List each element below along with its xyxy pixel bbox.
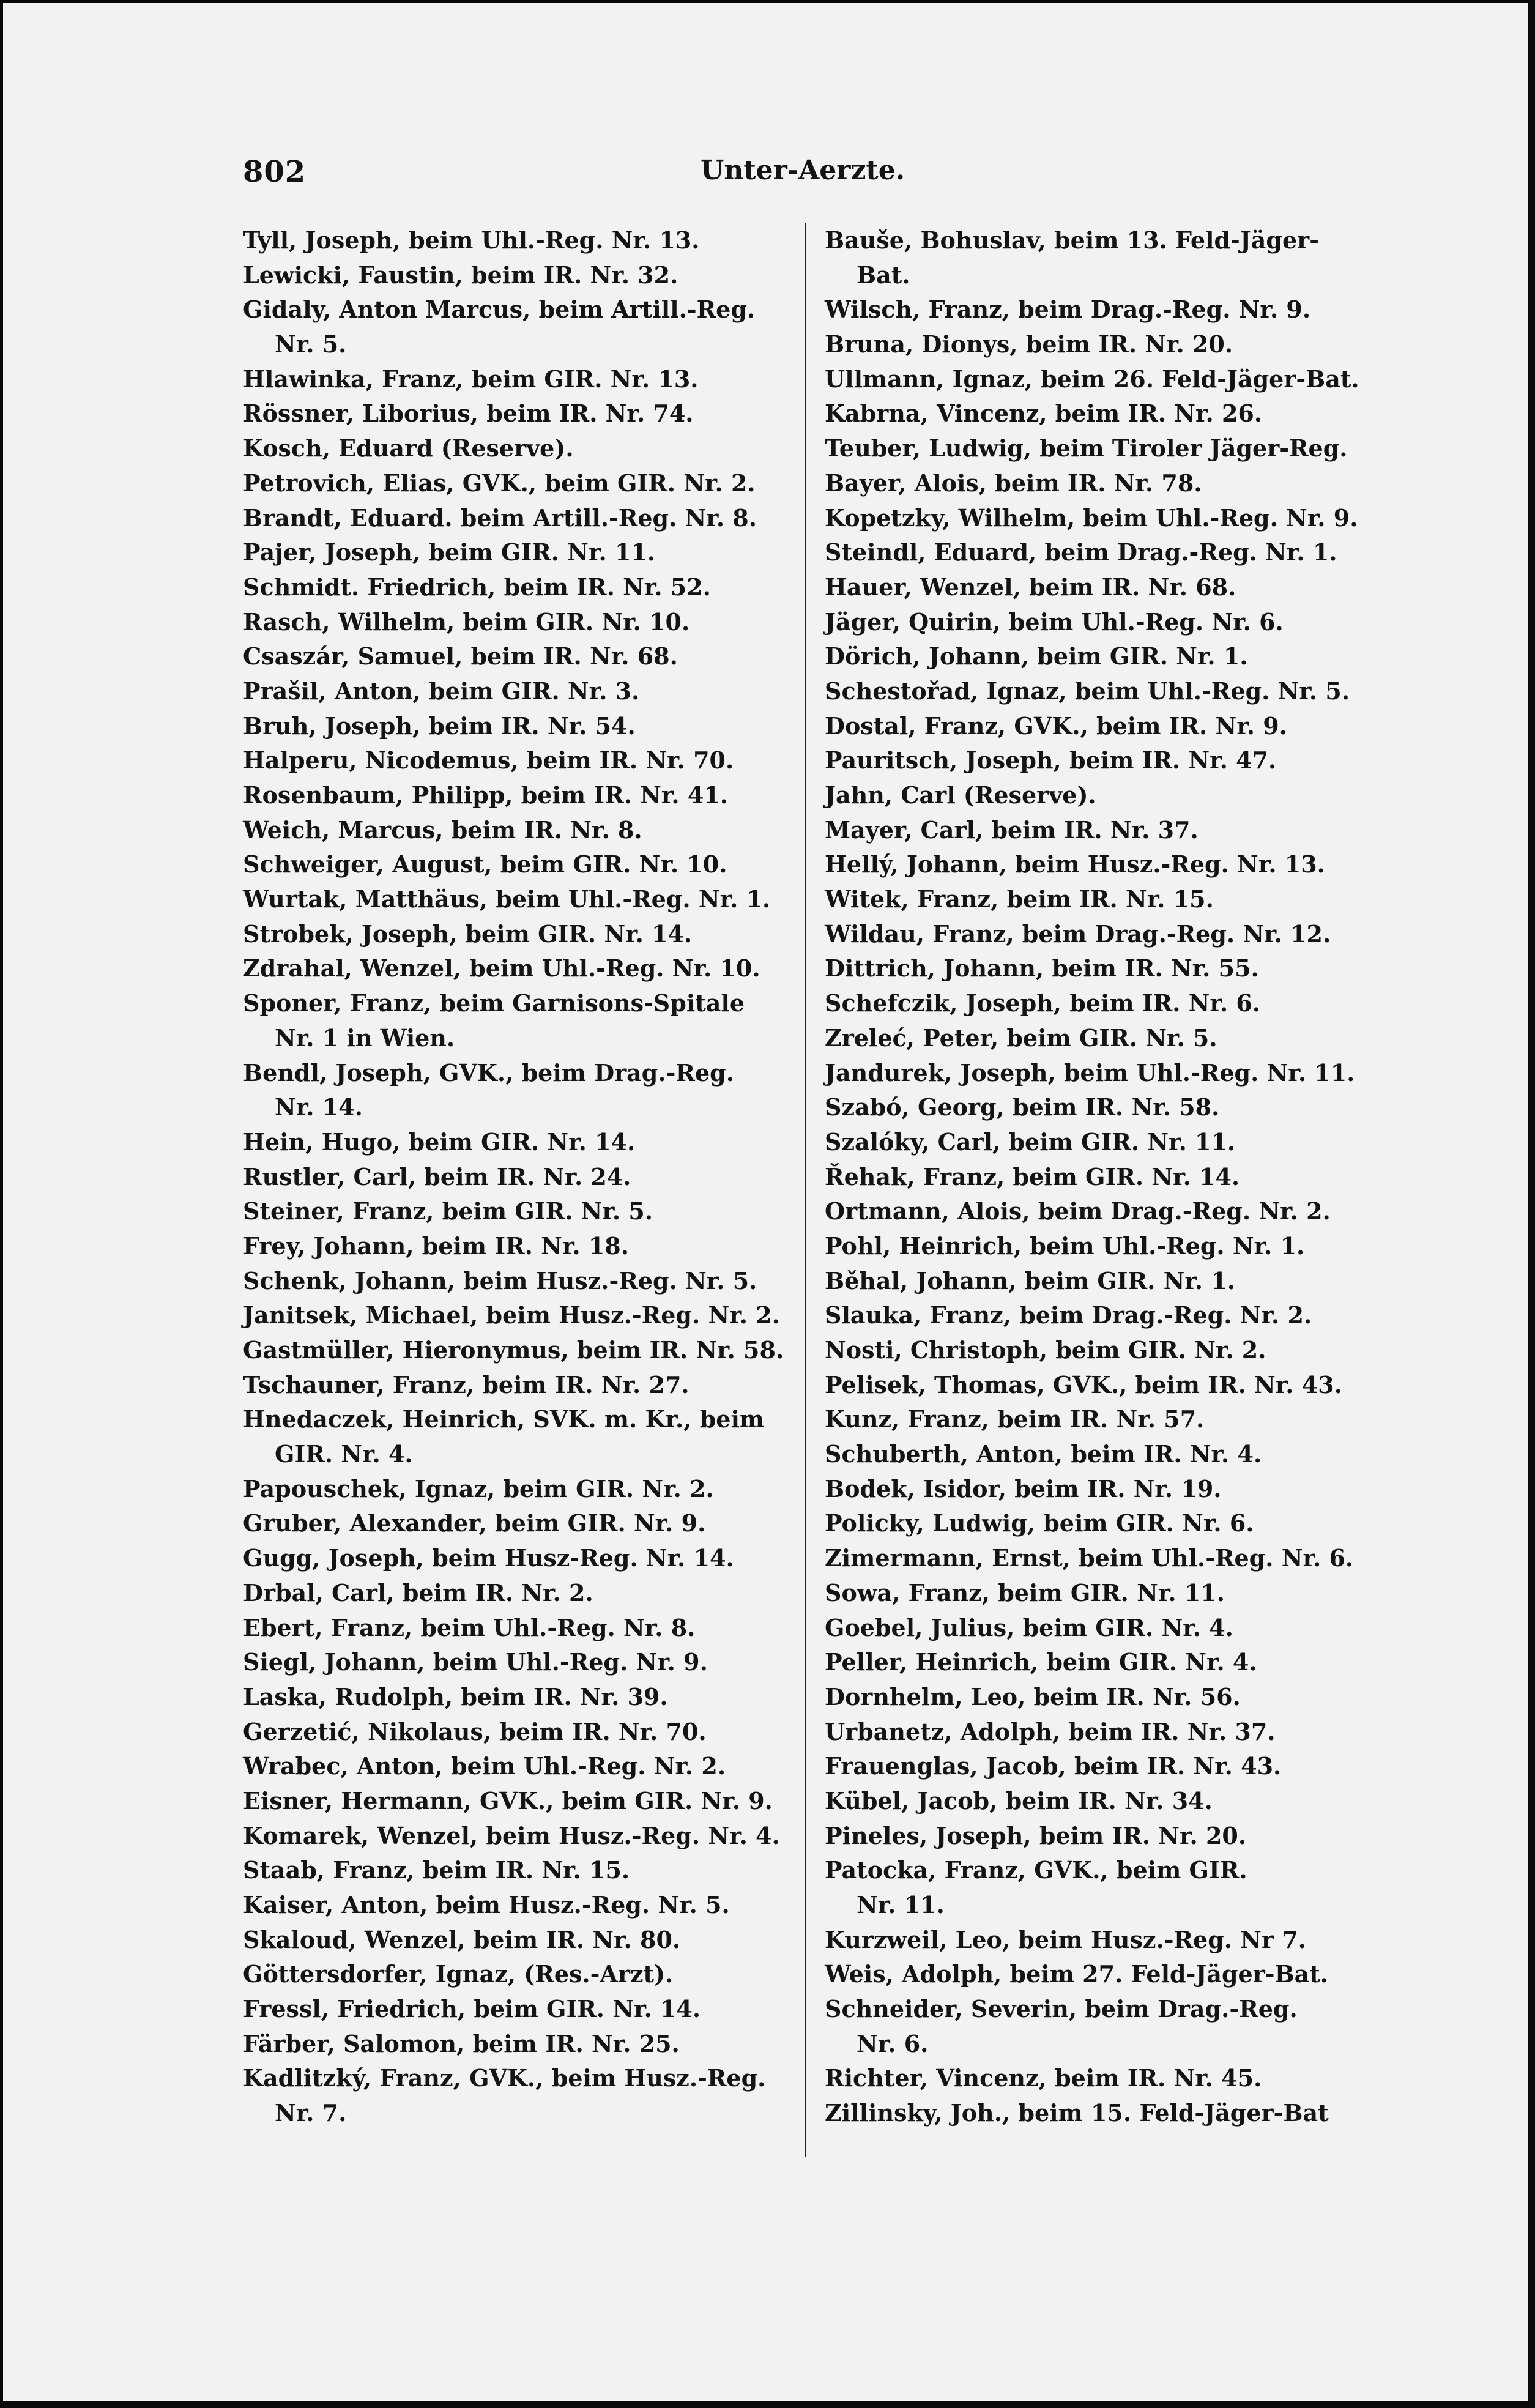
list-entry: Kunz, Franz, beim IR. Nr. 57.: [825, 1405, 1205, 1433]
list-entry: Slauka, Franz, beim Drag.-Reg. Nr. 2.: [825, 1301, 1312, 1329]
list-entry: Wurtak, Matthäus, beim Uhl.-Reg. Nr. 1.: [243, 885, 771, 913]
list-entry: Petrovich, Elias, GVK., beim GIR. Nr. 2.: [243, 469, 756, 497]
list-entry: Weis, Adolph, beim 27. Feld-Jäger-Bat.: [825, 1960, 1329, 1988]
list-entry: Wilsch, Franz, beim Drag.-Reg. Nr. 9.: [825, 295, 1311, 324]
list-entry: Bauše, Bohuslav, beim 13. Feld-Jäger-: [825, 226, 1319, 254]
list-entry: Hauer, Wenzel, beim IR. Nr. 68.: [825, 573, 1236, 601]
list-entry: Brandt, Eduard. beim Artill.-Reg. Nr. 8.: [243, 504, 757, 532]
list-entry: Halperu, Nicodemus, beim IR. Nr. 70.: [243, 746, 734, 775]
list-entry: Dittrich, Johann, beim IR. Nr. 55.: [825, 954, 1259, 983]
list-entry: Schneider, Severin, beim Drag.-Reg.: [825, 1995, 1298, 2023]
list-entry: Kurzweil, Leo, beim Husz.-Reg. Nr 7.: [825, 1925, 1306, 1953]
list-entry: Kosch, Eduard (Reserve).: [243, 434, 574, 463]
list-entry: Wrabec, Anton, beim Uhl.-Reg. Nr. 2.: [243, 1752, 726, 1780]
list-entry: Urbanetz, Adolph, beim IR. Nr. 37.: [825, 1717, 1276, 1745]
document-page: [3, 3, 1528, 2401]
list-entry: Bruh, Joseph, beim IR. Nr. 54.: [243, 712, 636, 740]
entry-continuation: Nr. 6.: [857, 2029, 929, 2057]
list-entry: Ullmann, Ignaz, beim 26. Feld-Jäger-Bat.: [825, 365, 1359, 393]
list-entry: Gerzetić, Nikolaus, beim IR. Nr. 70.: [243, 1717, 707, 1745]
entry-continuation: Nr. 14.: [275, 1093, 363, 1121]
list-entry: Dornhelm, Leo, beim IR. Nr. 56.: [825, 1682, 1241, 1711]
left-column: [243, 223, 794, 2131]
list-entry: Csaszár, Samuel, beim IR. Nr. 68.: [243, 642, 678, 671]
page-number: 802: [243, 155, 307, 189]
list-entry: Weich, Marcus, beim IR. Nr. 8.: [243, 816, 642, 844]
list-entry: Gidaly, Anton Marcus, beim Artill.-Reg.: [243, 295, 756, 324]
list-entry: Steiner, Franz, beim GIR. Nr. 5.: [243, 1197, 653, 1225]
list-entry: Skaloud, Wenzel, beim IR. Nr. 80.: [243, 1925, 681, 1953]
list-entry: Kübel, Jacob, beim IR. Nr. 34.: [825, 1786, 1213, 1815]
list-entry: Hlawinka, Franz, beim GIR. Nr. 13.: [243, 365, 699, 393]
list-entry: Zimermann, Ernst, beim Uhl.-Reg. Nr. 6.: [825, 1544, 1354, 1572]
list-entry: Pelisek, Thomas, GVK., beim IR. Nr. 43.: [825, 1370, 1342, 1399]
running-title: Unter-Aerzte.: [701, 155, 905, 186]
list-entry: Jahn, Carl (Reserve).: [825, 781, 1096, 809]
list-entry: Tyll, Joseph, beim Uhl.-Reg. Nr. 13.: [243, 226, 700, 254]
list-entry: Dörich, Johann, beim GIR. Nr. 1.: [825, 642, 1248, 671]
list-entry: Sponer, Franz, beim Garnisons-Spitale: [243, 989, 745, 1017]
list-entry: Jäger, Quirin, beim Uhl.-Reg. Nr. 6.: [825, 608, 1284, 636]
list-entry: Prašil, Anton, beim GIR. Nr. 3.: [243, 677, 640, 705]
list-entry: Rasch, Wilhelm, beim GIR. Nr. 10.: [243, 608, 690, 636]
entry-continuation: Nr. 7.: [275, 2099, 347, 2127]
list-entry: Drbal, Carl, beim IR. Nr. 2.: [243, 1578, 593, 1607]
list-entry: Sowa, Franz, beim GIR. Nr. 11.: [825, 1578, 1225, 1607]
list-entry: Hnedaczek, Heinrich, SVK. m. Kr., beim: [243, 1405, 765, 1433]
list-entry: Kaiser, Anton, beim Husz.-Reg. Nr. 5.: [243, 1891, 730, 1919]
list-entry: Hein, Hugo, beim GIR. Nr. 14.: [243, 1128, 636, 1156]
list-entry: Policky, Ludwig, beim GIR. Nr. 6.: [825, 1509, 1254, 1537]
list-entry: Pohl, Heinrich, beim Uhl.-Reg. Nr. 1.: [825, 1232, 1305, 1260]
list-entry: Witek, Franz, beim IR. Nr. 15.: [825, 885, 1214, 913]
list-entry: Dostal, Franz, GVK., beim IR. Nr. 9.: [825, 712, 1287, 740]
list-entry: Fressl, Friedrich, beim GIR. Nr. 14.: [243, 1995, 701, 2023]
list-entry: Szalóky, Carl, beim GIR. Nr. 11.: [825, 1128, 1236, 1156]
entry-continuation: Nr. 1 in Wien.: [275, 1024, 455, 1052]
list-entry: Bruna, Dionys, beim IR. Nr. 20.: [825, 330, 1233, 359]
list-entry: Teuber, Ludwig, beim Tiroler Jäger-Reg.: [825, 434, 1348, 463]
list-entry: Hellý, Johann, beim Husz.-Reg. Nr. 13.: [825, 850, 1325, 879]
list-entry: Gugg, Joseph, beim Husz-Reg. Nr. 14.: [243, 1544, 734, 1572]
column-divider: [805, 223, 806, 2157]
entry-continuation: Nr. 5.: [275, 330, 347, 359]
list-entry: Färber, Salomon, beim IR. Nr. 25.: [243, 2029, 680, 2057]
list-entry: Göttersdorfer, Ignaz, (Res.-Arzt).: [243, 1960, 674, 1988]
list-entry: Frey, Johann, beim IR. Nr. 18.: [243, 1232, 629, 1260]
list-entry: Bayer, Alois, beim IR. Nr. 78.: [825, 469, 1202, 497]
list-entry: Jandurek, Joseph, beim Uhl.-Reg. Nr. 11.: [825, 1058, 1355, 1087]
list-entry: Gruber, Alexander, beim GIR. Nr. 9.: [243, 1509, 706, 1537]
page-header: [3, 155, 1528, 191]
list-entry: Patocka, Franz, GVK., beim GIR.: [825, 1856, 1247, 1884]
list-entry: Běhal, Johann, beim GIR. Nr. 1.: [825, 1266, 1236, 1295]
list-entry: Rosenbaum, Philipp, beim IR. Nr. 41.: [243, 781, 728, 809]
list-entry: Rustler, Carl, beim IR. Nr. 24.: [243, 1162, 631, 1191]
list-entry: Papouschek, Ignaz, beim GIR. Nr. 2.: [243, 1474, 714, 1503]
list-entry: Janitsek, Michael, beim Husz.-Reg. Nr. 2.: [243, 1301, 780, 1329]
list-entry: Gastmüller, Hieronymus, beim IR. Nr. 58.: [243, 1336, 784, 1364]
list-entry: Frauenglas, Jacob, beim IR. Nr. 43.: [825, 1752, 1282, 1780]
list-entry: Bodek, Isidor, beim IR. Nr. 19.: [825, 1474, 1222, 1503]
entry-continuation: GIR. Nr. 4.: [275, 1440, 413, 1468]
list-entry: Wildau, Franz, beim Drag.-Reg. Nr. 12.: [825, 920, 1331, 948]
list-entry: Zdrahal, Wenzel, beim Uhl.-Reg. Nr. 10.: [243, 954, 760, 983]
list-entry: Řehak, Franz, beim GIR. Nr. 14.: [825, 1162, 1240, 1191]
entry-continuation: Nr. 11.: [857, 1891, 945, 1919]
list-entry: Komarek, Wenzel, beim Husz.-Reg. Nr. 4.: [243, 1821, 780, 1849]
list-entry: Eisner, Hermann, GVK., beim GIR. Nr. 9.: [243, 1786, 773, 1815]
list-entry: Kadlitzký, Franz, GVK., beim Husz.-Reg.: [243, 2064, 766, 2092]
list-entry: Mayer, Carl, beim IR. Nr. 37.: [825, 816, 1199, 844]
list-entry: Ebert, Franz, beim Uhl.-Reg. Nr. 8.: [243, 1613, 696, 1641]
list-entry: Siegl, Johann, beim Uhl.-Reg. Nr. 9.: [243, 1648, 708, 1676]
list-entry: Tschauner, Franz, beim IR. Nr. 27.: [243, 1370, 689, 1399]
list-entry: Pajer, Joseph, beim GIR. Nr. 11.: [243, 538, 656, 567]
list-entry: Zillinsky, Joh., beim 15. Feld-Jäger-Bat: [825, 2099, 1329, 2127]
list-entry: Rössner, Liborius, beim IR. Nr. 74.: [243, 399, 694, 428]
list-entry: Ortmann, Alois, beim Drag.-Reg. Nr. 2.: [825, 1197, 1331, 1225]
list-entry: Schweiger, August, beim GIR. Nr. 10.: [243, 850, 727, 879]
list-entry: Peller, Heinrich, beim GIR. Nr. 4.: [825, 1648, 1257, 1676]
list-entry: Lewicki, Faustin, beim IR. Nr. 32.: [243, 261, 678, 289]
list-entry: Schefczik, Joseph, beim IR. Nr. 6.: [825, 989, 1261, 1017]
list-entry: Nosti, Christoph, beim GIR. Nr. 2.: [825, 1336, 1266, 1364]
list-entry: Schmidt. Friedrich, beim IR. Nr. 52.: [243, 573, 711, 601]
list-entry: Schestořad, Ignaz, beim Uhl.-Reg. Nr. 5.: [825, 677, 1350, 705]
list-entry: Richter, Vincenz, beim IR. Nr. 45.: [825, 2064, 1262, 2092]
list-entry: Kabrna, Vincenz, beim IR. Nr. 26.: [825, 399, 1263, 428]
list-entry: Zreleć, Peter, beim GIR. Nr. 5.: [825, 1024, 1217, 1052]
right-column: [825, 223, 1388, 2131]
list-entry: Szabó, Georg, beim IR. Nr. 58.: [825, 1093, 1220, 1121]
list-entry: Pauritsch, Joseph, beim IR. Nr. 47.: [825, 746, 1277, 775]
list-entry: Pineles, Joseph, beim IR. Nr. 20.: [825, 1821, 1247, 1849]
list-entry: Kopetzky, Wilhelm, beim Uhl.-Reg. Nr. 9.: [825, 504, 1358, 532]
list-entry: Bendl, Joseph, GVK., beim Drag.-Reg.: [243, 1058, 734, 1087]
list-entry: Schenk, Johann, beim Husz.-Reg. Nr. 5.: [243, 1266, 757, 1295]
list-entry: Goebel, Julius, beim GIR. Nr. 4.: [825, 1613, 1233, 1641]
list-entry: Strobek, Joseph, beim GIR. Nr. 14.: [243, 920, 693, 948]
list-entry: Staab, Franz, beim IR. Nr. 15.: [243, 1856, 630, 1884]
list-entry: Steindl, Eduard, beim Drag.-Reg. Nr. 1.: [825, 538, 1337, 567]
list-entry: Schuberth, Anton, beim IR. Nr. 4.: [825, 1440, 1262, 1468]
list-entry: Laska, Rudolph, beim IR. Nr. 39.: [243, 1682, 668, 1711]
entry-continuation: Bat.: [857, 261, 910, 289]
